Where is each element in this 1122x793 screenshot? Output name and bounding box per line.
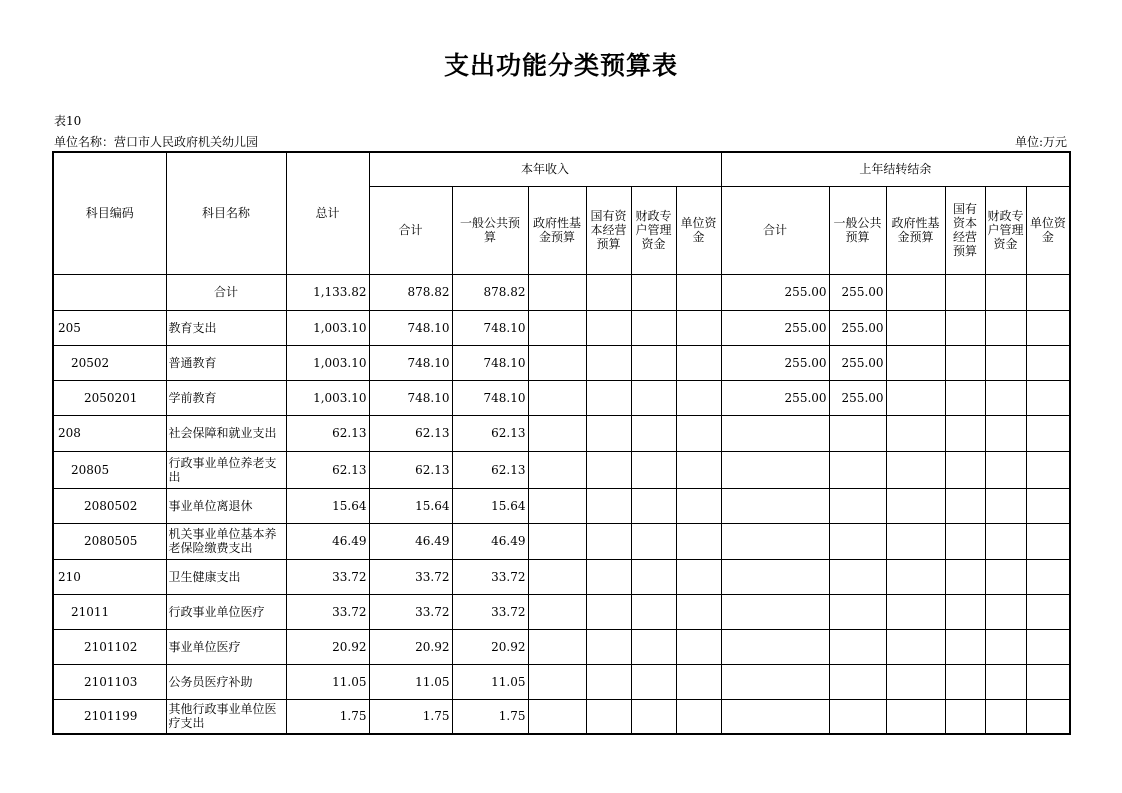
cell-prev-state-capital: [945, 664, 985, 699]
cell-prev-general: [829, 629, 886, 664]
cell-current-unit-funds: [676, 488, 721, 523]
cell-prev-special-account: [985, 415, 1026, 451]
cell-current-state-capital: [586, 274, 631, 310]
cell-prev-fund: [886, 380, 945, 415]
table-row: [53, 523, 1070, 559]
cell-total: 1.75: [286, 699, 369, 734]
cell-current-fund: [528, 594, 586, 629]
cell-current-total: 15.64: [369, 488, 452, 523]
cell-name: 社会保障和就业支出: [166, 415, 286, 451]
cell-prev-state-capital: [945, 523, 985, 559]
cell-current-unit-funds: [676, 310, 721, 345]
cell-prev-state-capital: [945, 415, 985, 451]
cell-prev-general: [829, 559, 886, 594]
cell-total: 62.13: [286, 415, 369, 451]
cell-prev-special-account: [985, 380, 1026, 415]
cell-code: 2101102: [53, 629, 166, 664]
cell-current-unit-funds: [676, 699, 721, 734]
cell-current-state-capital: [586, 699, 631, 734]
cell-current-special-account: [631, 415, 676, 451]
cell-prev-unit-funds: [1026, 488, 1070, 523]
header-prev-state-capital: 国有资本经营预算: [945, 186, 985, 274]
cell-current-special-account: [631, 523, 676, 559]
cell-prev-fund: [886, 451, 945, 488]
cell-prev-total: 255.00: [721, 345, 829, 380]
cell-prev-unit-funds: [1026, 523, 1070, 559]
cell-current-general: 11.05: [452, 664, 528, 699]
cell-prev-total: [721, 523, 829, 559]
cell-current-total: 33.72: [369, 594, 452, 629]
header-current-general: 一般公共预算: [452, 186, 528, 274]
cell-current-total: 748.10: [369, 345, 452, 380]
cell-code: 2050201: [53, 380, 166, 415]
cell-prev-unit-funds: [1026, 415, 1070, 451]
table-row: [53, 415, 1070, 451]
cell-prev-total: [721, 415, 829, 451]
cell-prev-fund: [886, 523, 945, 559]
cell-current-state-capital: [586, 415, 631, 451]
cell-current-state-capital: [586, 310, 631, 345]
cell-current-total: 62.13: [369, 415, 452, 451]
cell-name: 事业单位医疗: [166, 629, 286, 664]
cell-current-fund: [528, 664, 586, 699]
header-name: 科目名称: [166, 152, 286, 274]
cell-prev-state-capital: [945, 629, 985, 664]
header-carryover: 上年结转结余: [721, 152, 1070, 186]
cell-current-unit-funds: [676, 345, 721, 380]
cell-current-fund: [528, 345, 586, 380]
cell-prev-fund: [886, 559, 945, 594]
cell-current-special-account: [631, 274, 676, 310]
cell-current-fund: [528, 629, 586, 664]
cell-total: 1,133.82: [286, 274, 369, 310]
cell-current-general: 15.64: [452, 488, 528, 523]
cell-prev-total: [721, 664, 829, 699]
cell-total: 33.72: [286, 594, 369, 629]
cell-prev-special-account: [985, 274, 1026, 310]
cell-code: 21011: [53, 594, 166, 629]
cell-current-state-capital: [586, 594, 631, 629]
cell-current-unit-funds: [676, 629, 721, 664]
cell-prev-general: [829, 451, 886, 488]
cell-prev-general: [829, 664, 886, 699]
cell-prev-unit-funds: [1026, 310, 1070, 345]
header-total: 总计: [286, 152, 369, 274]
cell-prev-total: [721, 699, 829, 734]
header-prev-total: 合计: [721, 186, 829, 274]
cell-current-unit-funds: [676, 415, 721, 451]
cell-current-fund: [528, 488, 586, 523]
cell-total: 1,003.10: [286, 345, 369, 380]
cell-current-special-account: [631, 559, 676, 594]
cell-prev-general: [829, 699, 886, 734]
cell-code: 2080505: [53, 523, 166, 559]
cell-current-state-capital: [586, 629, 631, 664]
cell-current-state-capital: [586, 451, 631, 488]
cell-current-general: 1.75: [452, 699, 528, 734]
cell-name: 学前教育: [166, 380, 286, 415]
cell-current-special-account: [631, 664, 676, 699]
cell-current-total: 33.72: [369, 559, 452, 594]
cell-prev-special-account: [985, 523, 1026, 559]
header-prev-general: 一般公共预算: [829, 186, 886, 274]
table-row: [53, 274, 1070, 310]
unit-name-value: 营口市人民政府机关幼儿园: [114, 135, 259, 149]
cell-prev-general: [829, 594, 886, 629]
table-row: [53, 594, 1070, 629]
cell-code: 2101103: [53, 664, 166, 699]
cell-prev-total: [721, 629, 829, 664]
cell-current-general: 748.10: [452, 310, 528, 345]
cell-prev-special-account: [985, 345, 1026, 380]
table-row: [53, 664, 1070, 699]
cell-prev-total: 255.00: [721, 274, 829, 310]
cell-current-total: 1.75: [369, 699, 452, 734]
header-current-state-capital: 国有资本经营预算: [586, 186, 631, 274]
cell-current-fund: [528, 274, 586, 310]
cell-current-special-account: [631, 345, 676, 380]
cell-prev-unit-funds: [1026, 345, 1070, 380]
cell-prev-fund: [886, 629, 945, 664]
cell-current-general: 878.82: [452, 274, 528, 310]
unit-name-line: [54, 133, 258, 150]
cell-current-unit-funds: [676, 594, 721, 629]
table-row: [53, 380, 1070, 415]
cell-name: 事业单位离退休: [166, 488, 286, 523]
header-prev-special-account: 财政专户管理资金: [985, 186, 1026, 274]
cell-prev-fund: [886, 310, 945, 345]
cell-prev-special-account: [985, 594, 1026, 629]
table-row: [53, 629, 1070, 664]
cell-prev-total: [721, 594, 829, 629]
cell-current-special-account: [631, 488, 676, 523]
header-current-total: 合计: [369, 186, 452, 274]
cell-prev-unit-funds: [1026, 380, 1070, 415]
cell-prev-fund: [886, 274, 945, 310]
cell-current-special-account: [631, 451, 676, 488]
header-current-income: 本年收入: [369, 152, 721, 186]
table-row: [53, 488, 1070, 523]
cell-current-special-account: [631, 594, 676, 629]
header-current-fund: 政府性基金预算: [528, 186, 586, 274]
cell-total: 20.92: [286, 629, 369, 664]
cell-current-unit-funds: [676, 451, 721, 488]
cell-prev-unit-funds: [1026, 451, 1070, 488]
cell-current-total: 748.10: [369, 380, 452, 415]
cell-current-fund: [528, 310, 586, 345]
cell-prev-fund: [886, 699, 945, 734]
cell-prev-special-account: [985, 451, 1026, 488]
page-title: 支出功能分类预算表: [443, 51, 678, 80]
cell-current-unit-funds: [676, 664, 721, 699]
cell-name: 行政事业单位养老支出: [166, 451, 286, 488]
cell-current-unit-funds: [676, 523, 721, 559]
table-row: [53, 345, 1070, 380]
cell-total: 15.64: [286, 488, 369, 523]
cell-current-special-account: [631, 699, 676, 734]
cell-prev-unit-funds: [1026, 594, 1070, 629]
cell-prev-fund: [886, 488, 945, 523]
cell-prev-fund: [886, 664, 945, 699]
cell-current-general: 33.72: [452, 594, 528, 629]
cell-prev-special-account: [985, 629, 1026, 664]
cell-prev-unit-funds: [1026, 664, 1070, 699]
cell-current-fund: [528, 380, 586, 415]
cell-prev-unit-funds: [1026, 559, 1070, 594]
cell-total: 62.13: [286, 451, 369, 488]
cell-current-total: 46.49: [369, 523, 452, 559]
header-current-unit-funds: 单位资金: [676, 186, 721, 274]
cell-total: 1,003.10: [286, 310, 369, 345]
cell-prev-state-capital: [945, 310, 985, 345]
cell-current-total: 878.82: [369, 274, 452, 310]
cell-code: 2101199: [53, 699, 166, 734]
header-prev-unit-funds: 单位资金: [1026, 186, 1070, 274]
unit-name-label: 单位名称：: [54, 135, 115, 149]
cell-code: [53, 274, 166, 310]
cell-prev-general: 255.00: [829, 380, 886, 415]
cell-prev-general: 255.00: [829, 310, 886, 345]
cell-current-general: 46.49: [452, 523, 528, 559]
cell-current-unit-funds: [676, 559, 721, 594]
cell-code: 2080502: [53, 488, 166, 523]
header-prev-fund: 政府性基金预算: [886, 186, 945, 274]
cell-prev-unit-funds: [1026, 629, 1070, 664]
cell-prev-unit-funds: [1026, 699, 1070, 734]
cell-total: 1,003.10: [286, 380, 369, 415]
cell-current-state-capital: [586, 559, 631, 594]
cell-name: 卫生健康支出: [166, 559, 286, 594]
table-row: [53, 699, 1070, 734]
cell-prev-special-account: [985, 488, 1026, 523]
cell-code: 210: [53, 559, 166, 594]
budget-table: [52, 151, 1071, 735]
cell-current-fund: [528, 559, 586, 594]
cell-prev-state-capital: [945, 380, 985, 415]
cell-prev-general: 255.00: [829, 345, 886, 380]
header-code: 科目编码: [53, 152, 166, 274]
cell-prev-unit-funds: [1026, 274, 1070, 310]
cell-current-total: 748.10: [369, 310, 452, 345]
cell-current-special-account: [631, 380, 676, 415]
cell-prev-special-account: [985, 699, 1026, 734]
cell-current-fund: [528, 415, 586, 451]
cell-code: 208: [53, 415, 166, 451]
cell-code: 20805: [53, 451, 166, 488]
cell-current-state-capital: [586, 345, 631, 380]
cell-prev-special-account: [985, 664, 1026, 699]
cell-prev-state-capital: [945, 559, 985, 594]
cell-current-general: 748.10: [452, 380, 528, 415]
cell-current-unit-funds: [676, 274, 721, 310]
cell-current-total: 62.13: [369, 451, 452, 488]
cell-total: 11.05: [286, 664, 369, 699]
cell-name: 教育支出: [166, 310, 286, 345]
unit-measure: 单位:万元: [1014, 135, 1067, 149]
header-current-special-account: 财政专户管理资金: [631, 186, 676, 274]
cell-current-fund: [528, 451, 586, 488]
cell-prev-total: 255.00: [721, 380, 829, 415]
cell-prev-total: 255.00: [721, 310, 829, 345]
cell-prev-general: [829, 523, 886, 559]
cell-prev-special-account: [985, 310, 1026, 345]
cell-name: 合计: [166, 274, 286, 310]
table-row: [53, 451, 1070, 488]
cell-code: 20502: [53, 345, 166, 380]
cell-prev-state-capital: [945, 699, 985, 734]
table-number: 表10: [54, 114, 82, 128]
cell-current-state-capital: [586, 380, 631, 415]
cell-prev-state-capital: [945, 594, 985, 629]
cell-current-general: 62.13: [452, 415, 528, 451]
cell-prev-state-capital: [945, 451, 985, 488]
cell-prev-total: [721, 559, 829, 594]
cell-current-general: 62.13: [452, 451, 528, 488]
cell-name: 行政事业单位医疗: [166, 594, 286, 629]
cell-current-general: 748.10: [452, 345, 528, 380]
cell-prev-fund: [886, 345, 945, 380]
cell-prev-total: [721, 488, 829, 523]
cell-current-fund: [528, 699, 586, 734]
cell-code: 205: [53, 310, 166, 345]
cell-current-unit-funds: [676, 380, 721, 415]
cell-prev-state-capital: [945, 345, 985, 380]
cell-prev-special-account: [985, 559, 1026, 594]
cell-name: 公务员医疗补助: [166, 664, 286, 699]
cell-prev-general: 255.00: [829, 274, 886, 310]
table-row: [53, 559, 1070, 594]
cell-prev-state-capital: [945, 488, 985, 523]
cell-current-general: 33.72: [452, 559, 528, 594]
cell-current-state-capital: [586, 523, 631, 559]
cell-prev-fund: [886, 415, 945, 451]
cell-current-special-account: [631, 310, 676, 345]
table-row: [53, 310, 1070, 345]
cell-prev-general: [829, 488, 886, 523]
cell-current-state-capital: [586, 488, 631, 523]
cell-prev-total: [721, 451, 829, 488]
cell-total: 46.49: [286, 523, 369, 559]
cell-prev-fund: [886, 594, 945, 629]
cell-current-fund: [528, 523, 586, 559]
cell-total: 33.72: [286, 559, 369, 594]
cell-current-general: 20.92: [452, 629, 528, 664]
cell-name: 其他行政事业单位医疗支出: [166, 699, 286, 734]
cell-current-total: 20.92: [369, 629, 452, 664]
cell-current-total: 11.05: [369, 664, 452, 699]
cell-current-state-capital: [586, 664, 631, 699]
cell-current-special-account: [631, 629, 676, 664]
cell-name: 机关事业单位基本养老保险缴费支出: [166, 523, 286, 559]
cell-prev-state-capital: [945, 274, 985, 310]
cell-name: 普通教育: [166, 345, 286, 380]
cell-prev-general: [829, 415, 886, 451]
